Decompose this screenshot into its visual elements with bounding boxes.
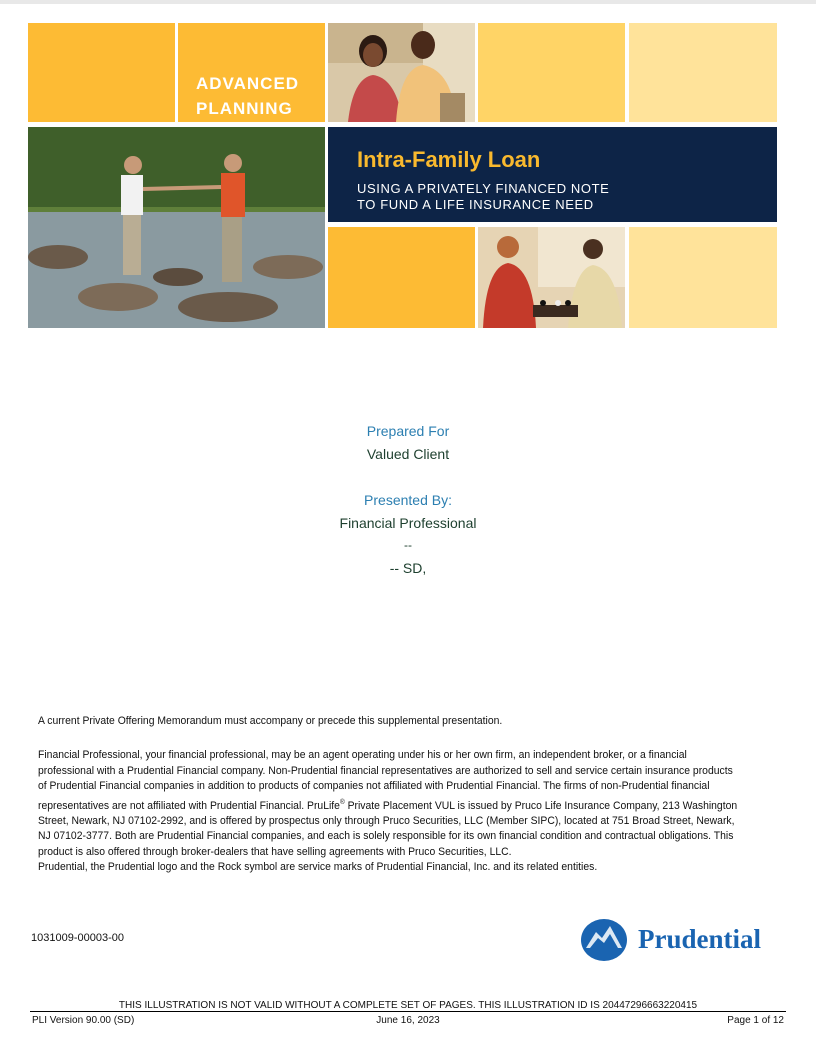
title-panel (328, 127, 777, 222)
disclaimer-text-2: Private Placement VUL is issued by Pruco Life Insurance Company, 213 Washington Street, Newark, NJ 07102-2992, and is offered by prospectus only through Pruco Securities, LLC (Member SIPC), located at 751 Broad Street, Newark, NJ 07102-3777. Both are Prudential Financial companies, and each is solely responsible for its own financial condition and contractual obligations. This product is also offered through broker-dealers that have selling agreements with Pruco Securities, LLC. (38, 799, 738, 858)
banner-tile-4 (478, 23, 625, 122)
rock-icon (580, 918, 628, 962)
presented-by-label: Presented By: (364, 492, 452, 508)
couple-photo (328, 23, 475, 122)
date-label: June 16, 2023 (376, 1015, 440, 1026)
series-label (196, 71, 299, 121)
subtitle-line1: USING A PRIVATELY FINANCED NOTE (357, 181, 610, 196)
registered-mark: ® (339, 798, 345, 806)
document-title: Intra-Family Loan (357, 147, 541, 172)
subtitle-line2: TO FUND A LIFE INSURANCE NEED (357, 197, 594, 212)
disclaimer-text-1: Financial Professional, your financial professional, may be an agent operating under his or her own firm, an independent broker, or a financial professional with a Prudential Financial company. Non-Prudential financial representatives are authorized to sell and service certain insurance products of Prudential Financial companies in addition to products of companies not affiliated with Prudential Financial. The firms of non-Prudential financial representatives are not affiliated with Prudential Financial. PruLife (38, 749, 733, 812)
prepared-for-label: Prepared For (366, 423, 450, 439)
advanced-planning-tile (178, 23, 325, 122)
page-number: Page 1 of 12 (727, 1015, 784, 1026)
validity-notice: THIS ILLUSTRATION IS NOT VALID WITHOUT A COMPLETE SET OF PAGES. THIS ILLUSTRATION ID IS 20447296663220415 (118, 1000, 698, 1011)
banner-tile-1 (28, 23, 175, 122)
disclaimer-body (38, 748, 739, 876)
document-subtitle (357, 181, 609, 213)
presenter-line-4: -- SD, (389, 560, 427, 576)
top-border (0, 0, 816, 4)
banner-tile-9 (629, 227, 777, 328)
service-marks-notice: Prudential, the Prudential logo and the Rock symbol are service marks of Prudential Financial, Inc. and its related entities. (38, 861, 598, 874)
memo-notice: A current Private Offering Memorandum must accompany or precede this supplemental presentation. (38, 715, 503, 727)
presenter-line-3: -- (404, 538, 412, 552)
prudential-logo (580, 918, 780, 962)
logo-wordmark: Prudential (638, 924, 762, 954)
chess-photo (478, 227, 625, 328)
banner-tile-7 (328, 227, 475, 328)
hikers-photo (28, 127, 325, 328)
banner-tile-5 (629, 23, 777, 122)
series-label-line1: ADVANCED (196, 74, 300, 93)
presented-by-value: Financial Professional (339, 515, 477, 531)
footer-divider (30, 1011, 786, 1012)
prepared-for-value: Valued Client (366, 446, 450, 462)
series-label-line2: PLANNING (196, 99, 293, 118)
version-label: PLI Version 90.00 (SD) (32, 1015, 135, 1026)
document-code: 1031009-00003-00 (31, 932, 124, 944)
